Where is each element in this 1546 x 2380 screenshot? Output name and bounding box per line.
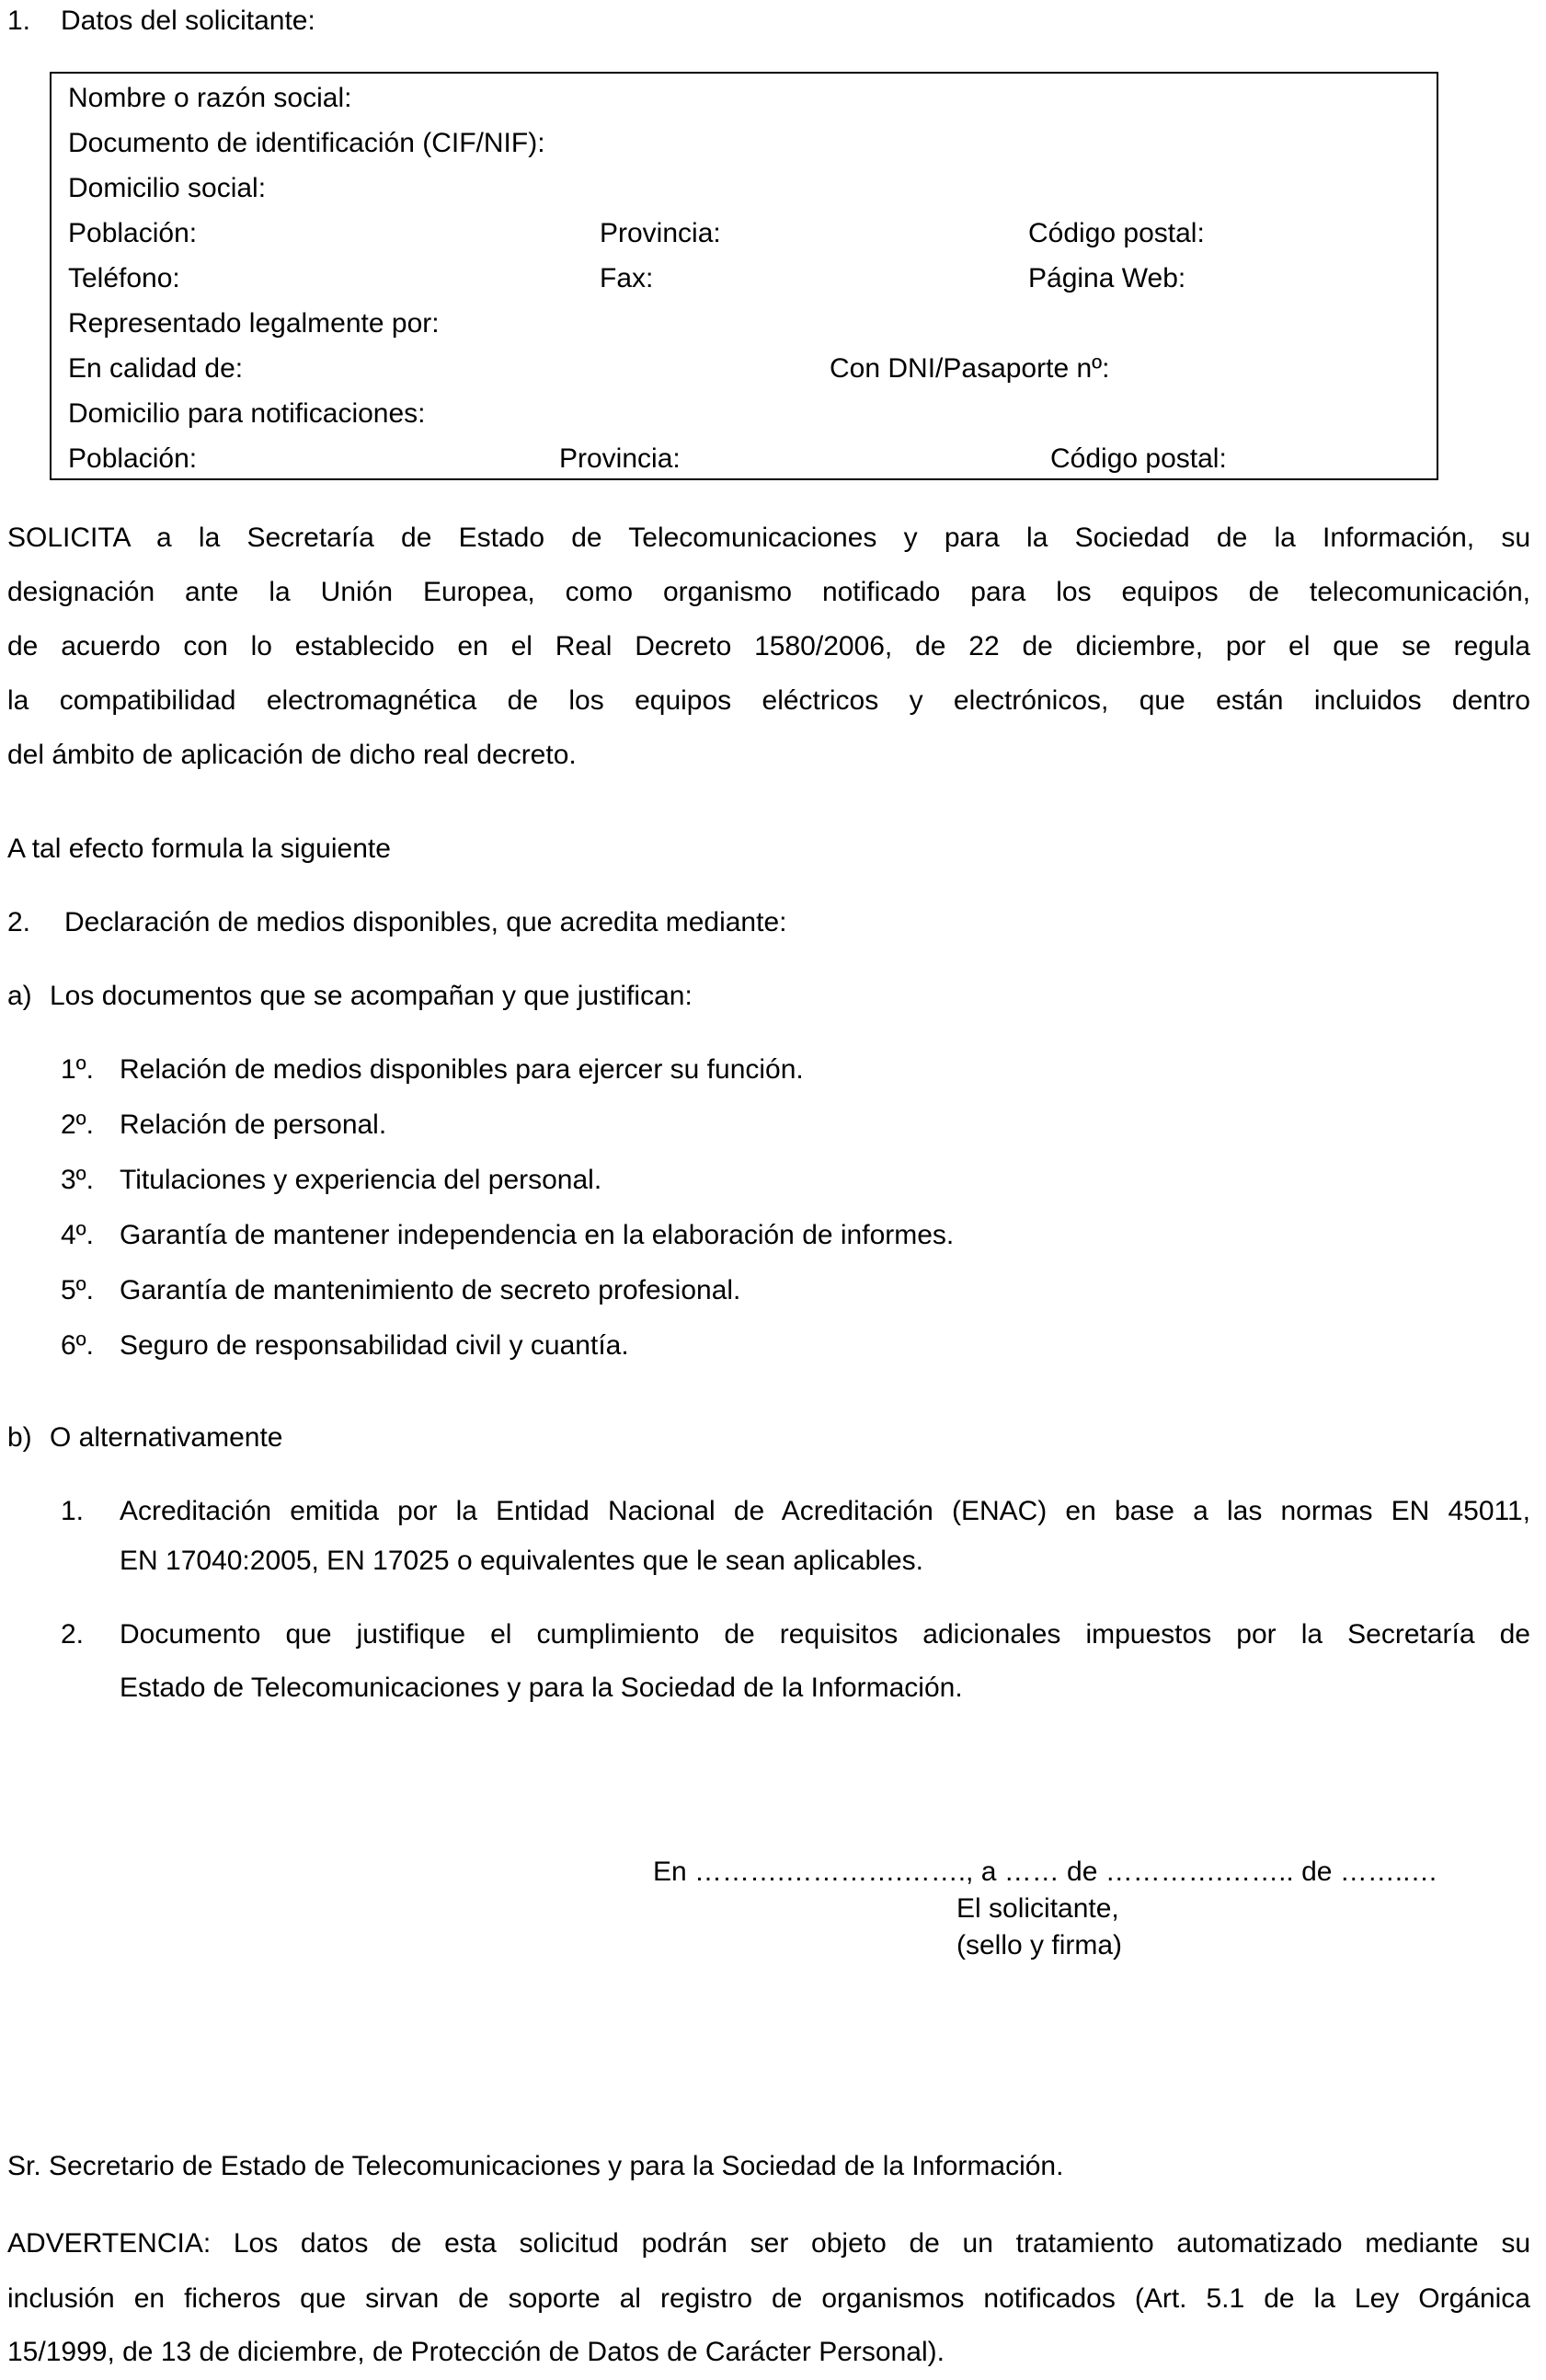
option-a-label: Los documentos que se acompañan y que justifican: <box>50 981 693 1011</box>
list-item: Garantía de mantener independencia en la elaboración de informes. <box>120 1220 955 1250</box>
warning-line: inclusión en ficheros que sirvan de soporte al registro de organismos notificados (Art. 5.1 de la Ley Orgánica <box>7 2283 1530 2314</box>
option-b-label: O alternativamente <box>50 1422 283 1453</box>
list-item-number: 4º. <box>61 1220 94 1250</box>
section-2-number: 2. <box>7 907 31 937</box>
field-capacity-label: En calidad de: <box>68 353 244 384</box>
list-item: Relación de medios disponibles para ejercer su función. <box>120 1054 804 1085</box>
list-item: Titulaciones y experiencia del personal. <box>120 1165 602 1195</box>
field-domicile-label: Domicilio social: <box>68 173 267 203</box>
addressee: Sr. Secretario de Estado de Telecomunicaciones y para la Sociedad de la Información. <box>7 2151 1064 2181</box>
applicant-data-box <box>50 72 1438 480</box>
request-line: la compatibilidad electromagnética de los equipos eléctricos y electrónicos, que están incluidos dentro <box>7 685 1530 716</box>
field-notification-postal-code-label: Código postal: <box>1050 443 1227 474</box>
field-id-document-label: Documento de identificación (CIF/NIF): <box>68 128 545 158</box>
section-1-title: Datos del solicitante: <box>61 6 315 36</box>
alternative-item-number: 2. <box>61 1619 85 1650</box>
field-notification-domicile-label: Domicilio para notificaciones: <box>68 398 426 429</box>
option-b-marker: b) <box>7 1422 32 1453</box>
field-notification-province-label: Provincia: <box>559 443 681 474</box>
list-item: Garantía de mantenimiento de secreto profesional. <box>120 1275 741 1305</box>
option-a-marker: a) <box>7 981 32 1011</box>
alternative-item-line: EN 17040:2005, EN 17025 o equivalentes que le sean aplicables. <box>120 1546 923 1576</box>
signature-title: El solicitante, <box>956 1893 1119 1924</box>
field-web-label: Página Web: <box>1028 263 1186 293</box>
request-line: designación ante la Unión Europea, como organismo notificado para los equipos de telecomunicación, <box>7 577 1530 607</box>
field-fax-label: Fax: <box>600 263 654 293</box>
field-town-label: Población: <box>68 218 198 248</box>
list-item: Relación de personal. <box>120 1110 387 1140</box>
list-item-number: 1º. <box>61 1054 94 1085</box>
field-notification-town-label: Población: <box>68 443 198 474</box>
request-line: SOLICITA a la Secretaría de Estado de Telecomunicaciones y para la Sociedad de la Información, su <box>7 523 1530 553</box>
alternative-item-line: Estado de Telecomunicaciones y para la Sociedad de la Información. <box>120 1673 963 1703</box>
field-phone-label: Teléfono: <box>68 263 180 293</box>
field-postal-code-label: Código postal: <box>1028 218 1205 248</box>
formula-text: A tal efecto formula la siguiente <box>7 834 391 864</box>
field-name-label: Nombre o razón social: <box>68 83 352 113</box>
section-2-title: Declaración de medios disponibles, que acredita mediante: <box>64 907 787 937</box>
request-line: del ámbito de aplicación de dicho real decreto. <box>7 740 577 770</box>
warning-line: 15/1999, de 13 de diciembre, de Protección de Datos de Carácter Personal). <box>7 2337 945 2367</box>
list-item-number: 5º. <box>61 1275 94 1305</box>
field-province-label: Provincia: <box>600 218 721 248</box>
alternative-item-line: Acreditación emitida por la Entidad Nacional de Acreditación (ENAC) en base a las normas EN 45011, <box>120 1496 1530 1526</box>
section-1-number: 1. <box>7 6 31 36</box>
signature-place-date: En ……….………….……., a …… de ………….…….. de ……..… <box>653 1857 1438 1887</box>
list-item-number: 2º. <box>61 1110 94 1140</box>
field-represented-by-label: Representado legalmente por: <box>68 308 440 339</box>
warning-line: ADVERTENCIA: Los datos de esta solicitud podrán ser objeto de un tratamiento automatizado mediante su <box>7 2228 1530 2259</box>
request-line: de acuerdo con lo establecido en el Real Decreto 1580/2006, de 22 de diciembre, por el que se regula <box>7 631 1530 661</box>
list-item: Seguro de responsabilidad civil y cuantía. <box>120 1330 629 1361</box>
alternative-item-number: 1. <box>61 1496 85 1526</box>
field-dni-label: Con DNI/Pasaporte nº: <box>830 353 1110 384</box>
list-item-number: 6º. <box>61 1330 94 1361</box>
list-item-number: 3º. <box>61 1165 94 1195</box>
alternative-item-line: Documento que justifique el cumplimiento de requisitos adicionales impuestos por la Secretaría de <box>120 1619 1530 1650</box>
signature-note: (sello y firma) <box>956 1930 1123 1960</box>
